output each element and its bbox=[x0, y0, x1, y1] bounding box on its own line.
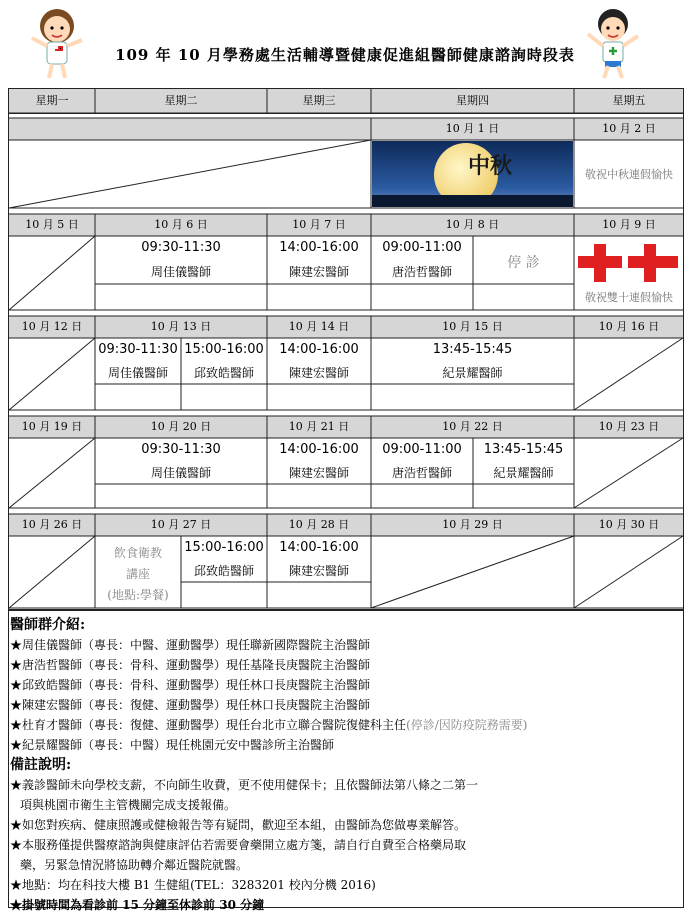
intro-line: ★杜育才醫師（專長：復健、運動醫學）現任台北市立聯合醫院復健科主任 bbox=[10, 718, 407, 732]
slot-doctor: 紀景耀醫師 bbox=[493, 466, 554, 480]
date-oct-29: 10 月 29 日 bbox=[442, 518, 503, 531]
intro-line: ★紀景耀醫師（專長：中醫）現任桃園元安中醫診所主治醫師 bbox=[10, 738, 335, 752]
date-oct-15: 10 月 15 日 bbox=[442, 320, 503, 333]
slot-time: 09:00-11:00 bbox=[382, 240, 462, 255]
date-oct-12: 10 月 12 日 bbox=[21, 320, 83, 333]
weekday-mon: 星期一 bbox=[35, 94, 69, 107]
intro-line: ★陳建宏醫師（專長：復健、運動醫學）現任林口長庚醫院主治醫師 bbox=[10, 698, 371, 712]
slot-time: 13:45-15:45 bbox=[483, 442, 564, 457]
date-oct-20: 10 月 20 日 bbox=[150, 420, 212, 433]
date-oct-22: 10 月 22 日 bbox=[442, 420, 503, 433]
remark-line: ★地點：均在科技大樓 B1 生健組(TEL：3283201 校內分機 2016) bbox=[10, 878, 376, 892]
slot-time: 14:00-16:00 bbox=[279, 240, 359, 255]
date-oct-7: 10 月 7 日 bbox=[292, 218, 346, 231]
slot-time: 14:00-16:00 bbox=[279, 540, 359, 555]
date-oct-23: 10 月 23 日 bbox=[598, 420, 660, 433]
slot-doctor: 邱致皓醫師 bbox=[193, 564, 254, 578]
date-oct-9: 10 月 9 日 bbox=[602, 218, 656, 231]
slot-time: 14:00-16:00 bbox=[279, 342, 359, 357]
intro-line: ★周佳儀醫師（專長：中醫、運動醫學）現任聯新國際醫院主治醫師 bbox=[10, 638, 371, 652]
slot-time: 13:45-15:45 bbox=[432, 342, 513, 357]
slot-doctor: 周佳儀醫師 bbox=[150, 466, 211, 480]
weekday-thu: 星期四 bbox=[456, 94, 489, 107]
date-oct-19: 10 月 19 日 bbox=[21, 420, 83, 433]
notes-section bbox=[10, 615, 682, 915]
intro-line: ★邱致皓醫師（專長：骨科、運動醫學）現任林口長庚醫院主治醫師 bbox=[10, 678, 371, 692]
double-ten-greeting: 敬祝雙十連假愉快 bbox=[585, 291, 673, 304]
intro-line: ★唐浩哲醫師（專長：骨科、運動醫學）現任基隆長庚醫院主治醫師 bbox=[10, 658, 371, 672]
closed-label: 停 診 bbox=[507, 255, 540, 271]
slot-time: 09:30-11:30 bbox=[141, 442, 221, 457]
slot-doctor: 陳建宏醫師 bbox=[288, 265, 349, 279]
double-ten-flag-icon bbox=[576, 242, 680, 284]
slot-doctor: 陳建宏醫師 bbox=[288, 564, 349, 578]
intro-line-du bbox=[10, 715, 682, 735]
slot-doctor: 陳建宏醫師 bbox=[288, 466, 349, 480]
page-title: 109 年 10 月學務處生活輔導暨健康促進組醫師健康諮詢時段表 bbox=[115, 46, 575, 64]
mid-autumn-banner bbox=[372, 141, 573, 207]
date-oct-6: 10 月 6 日 bbox=[154, 218, 208, 231]
suspended-note: (停診/因防疫院務需要) bbox=[406, 718, 528, 732]
date-oct-27: 10 月 27 日 bbox=[150, 518, 212, 531]
lecture-line-2: 講座 bbox=[125, 567, 150, 581]
remark-line: ★本服務僅提供醫療諮詢與健康評估若需要會藥開立處方箋，請自行自費至合格藥局取 bbox=[10, 838, 467, 852]
slot-doctor: 周佳儀醫師 bbox=[107, 366, 168, 380]
date-oct-2: 10 月 2 日 bbox=[602, 122, 656, 135]
slot-doctor: 唐浩哲醫師 bbox=[391, 466, 452, 480]
date-oct-21: 10 月 21 日 bbox=[288, 420, 350, 433]
lecture-location: (地點:學餐) bbox=[107, 588, 169, 602]
date-oct-5: 10 月 5 日 bbox=[25, 218, 79, 231]
date-oct-13: 10 月 13 日 bbox=[150, 320, 212, 333]
date-oct-16: 10 月 16 日 bbox=[598, 320, 660, 333]
slot-time: 15:00-16:00 bbox=[184, 540, 264, 555]
date-oct-30: 10 月 30 日 bbox=[598, 518, 660, 531]
remark-line: 項與桃園市衛生主管機關完成支援報備。 bbox=[20, 798, 237, 812]
remark-line: ★如您對疾病、健康照護或健檢報告等有疑問，歡迎至本組，由醫師為您做專業解答。 bbox=[10, 818, 467, 832]
slot-time: 14:00-16:00 bbox=[279, 442, 359, 457]
nutrition-lecture bbox=[95, 543, 181, 606]
remark-line: 藥，另緊急情況將協助轉介鄰近醫院就醫。 bbox=[20, 858, 249, 872]
slot-doctor: 紀景耀醫師 bbox=[442, 366, 503, 380]
weekday-wed: 星期三 bbox=[302, 94, 336, 107]
weekday-fri: 星期五 bbox=[612, 94, 646, 107]
slot-time: 09:00-11:00 bbox=[382, 442, 462, 457]
date-oct-1: 10 月 1 日 bbox=[445, 122, 500, 135]
slot-doctor: 唐浩哲醫師 bbox=[391, 265, 452, 279]
remarks-heading: 備註說明: bbox=[10, 757, 72, 773]
date-oct-28: 10 月 28 日 bbox=[288, 518, 350, 531]
date-oct-8: 10 月 8 日 bbox=[445, 218, 500, 231]
remark-line: ★義診醫師未向學校支薪，不向師生收費，更不使用健保卡；且依醫師法第八條之二第一 bbox=[10, 778, 479, 792]
slot-doctor: 陳建宏醫師 bbox=[288, 366, 349, 380]
registration-time: ★掛號時間為看診前 15 分鐘至休診前 30 分鐘 bbox=[10, 898, 265, 912]
weekday-tue: 星期二 bbox=[164, 94, 198, 107]
mid-autumn-greeting: 敬祝中秋連假愉快 bbox=[585, 168, 673, 181]
slot-time: 09:30-11:30 bbox=[141, 240, 221, 255]
slot-time: 09:30-11:30 bbox=[98, 342, 178, 357]
banner-text: 中秋 bbox=[468, 153, 513, 179]
slot-doctor: 周佳儀醫師 bbox=[150, 265, 211, 279]
date-oct-14: 10 月 14 日 bbox=[288, 320, 350, 333]
lecture-line-1: 飲食衛教 bbox=[113, 546, 162, 560]
slot-doctor: 邱致皓醫師 bbox=[193, 366, 254, 380]
intro-heading: 醫師群介紹: bbox=[10, 617, 86, 633]
slot-time: 15:00-16:00 bbox=[184, 342, 264, 357]
date-oct-26: 10 月 26 日 bbox=[21, 518, 83, 531]
